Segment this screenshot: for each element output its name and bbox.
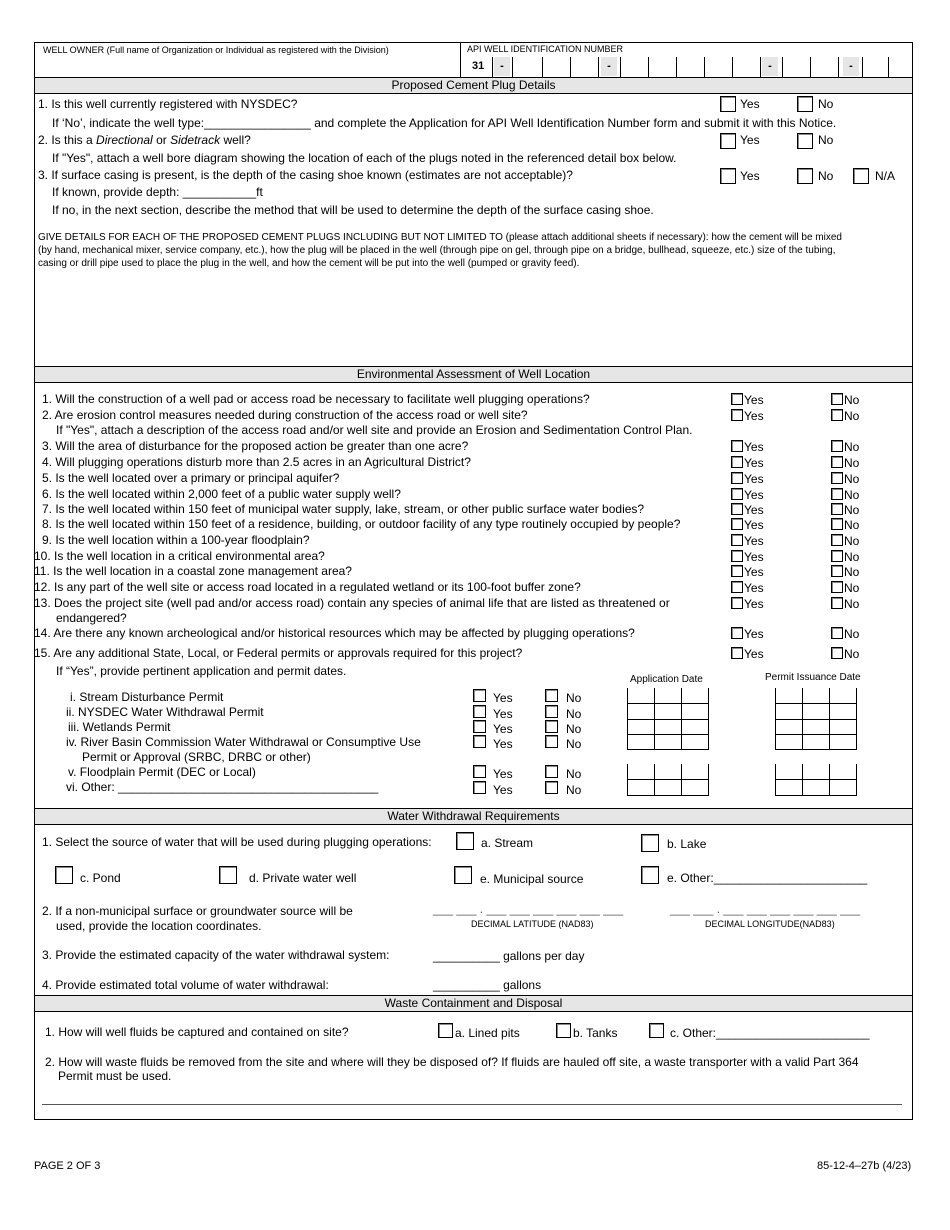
env-yes-checkbox[interactable] xyxy=(731,518,743,530)
env-yes-checkbox[interactable] xyxy=(731,597,743,609)
waste-answer-line[interactable] xyxy=(42,1104,902,1105)
yes-label: Yes xyxy=(740,169,760,183)
env-no-checkbox[interactable] xyxy=(831,581,843,593)
env-no-checkbox[interactable] xyxy=(831,627,843,639)
env-yes-checkbox[interactable] xyxy=(731,550,743,562)
no-label: No xyxy=(566,722,582,736)
api-dash: - xyxy=(762,57,778,76)
no-label: No xyxy=(844,518,860,532)
waste-tanks-checkbox[interactable] xyxy=(556,1023,571,1038)
water-opt-other: e. Other:_______________________ xyxy=(667,871,868,885)
section-env-title: Environmental Assessment of Well Location xyxy=(35,366,912,383)
application-date-input[interactable] xyxy=(627,764,708,780)
env-yes-checkbox[interactable] xyxy=(731,627,743,639)
permit-yes-checkbox[interactable] xyxy=(473,735,486,748)
env-question: 4. Will plugging operations disturb more than 2.5 acres in an Agricultural District? xyxy=(42,455,471,469)
env-yes-checkbox[interactable] xyxy=(731,456,743,468)
yes-label: Yes xyxy=(744,472,764,486)
no-label: No xyxy=(844,627,860,641)
yes-label: Yes xyxy=(744,518,764,532)
cement-q3-sub1: If known, provide depth: ___________ft xyxy=(52,185,263,199)
env-question: 8. Is the well located within 150 feet of a residence, building, or outdoor facility of any type routinely occupied by people? xyxy=(42,517,681,531)
permit-no-checkbox[interactable] xyxy=(545,735,558,748)
env-question: 2. Are erosion control measures needed during construction of the access road or well site? xyxy=(42,408,528,422)
cement-q3-sub2: If no, in the next section, describe the method that will be used to determine the depth of the surface casing shoe. xyxy=(52,203,654,217)
permit-label: vi. Other: _______________________________________ xyxy=(66,780,379,794)
cement-details-line3: casing or drill pipe used to place the plug in the well, and how the cement will be put into the well (pumped or gravity feed). xyxy=(38,258,580,269)
yes-label: Yes xyxy=(744,440,764,454)
water-q3: 3. Provide the estimated capacity of the water withdrawal system: xyxy=(42,948,390,962)
no-label: No xyxy=(844,456,860,470)
yes-label: Yes xyxy=(744,488,764,502)
yes-label: Yes xyxy=(493,783,513,797)
cement-q3-no-checkbox[interactable] xyxy=(797,168,813,184)
application-date-input[interactable] xyxy=(627,704,708,720)
yes-label: Yes xyxy=(493,722,513,736)
env-no-checkbox[interactable] xyxy=(831,456,843,468)
permit-yes-checkbox[interactable] xyxy=(473,781,486,794)
form-number: 85-12-4–27b (4/23) xyxy=(817,1160,912,1172)
water-q4: 4. Provide estimated total volume of water withdrawal: xyxy=(42,978,329,992)
header-divider xyxy=(460,42,461,77)
env-yes-checkbox[interactable] xyxy=(731,565,743,577)
api-dash: - xyxy=(494,57,510,76)
env-no-checkbox[interactable] xyxy=(831,534,843,546)
waste-q2-line2: Permit must be used. xyxy=(58,1069,172,1083)
no-label: No xyxy=(844,393,860,407)
yes-label: Yes xyxy=(744,393,764,407)
yes-label: Yes xyxy=(744,534,764,548)
water-opt-e: e. Municipal source xyxy=(480,872,584,886)
yes-label: Yes xyxy=(744,550,764,564)
permit-date-input[interactable] xyxy=(775,704,856,720)
water-q1: 1. Select the source of water that will be used during plugging operations: xyxy=(42,835,432,849)
env-no-checkbox[interactable] xyxy=(831,440,843,452)
permit-no-checkbox[interactable] xyxy=(545,705,558,718)
env-question: 10. Is the well location in a critical environmental area? xyxy=(34,549,325,563)
permit-yes-checkbox[interactable] xyxy=(473,689,486,702)
yes-label: Yes xyxy=(744,597,764,611)
waste-opt-c: c. Other:_______________________ xyxy=(670,1026,870,1040)
env-q13-cont: endangered? xyxy=(56,611,127,625)
env-no-checkbox[interactable] xyxy=(831,518,843,530)
no-label: No xyxy=(844,534,860,548)
env-yes-checkbox[interactable] xyxy=(731,440,743,452)
waste-opt-b: b. Tanks xyxy=(573,1026,618,1040)
env-q15-sub: If “Yes”, provide pertinent application and permit dates. xyxy=(56,664,347,678)
water-capacity-input[interactable]: __________ gallons per day xyxy=(433,949,585,963)
latitude-label: DECIMAL LATITUDE (NAD83) xyxy=(471,919,594,929)
yes-label: Yes xyxy=(744,503,764,517)
env-question: 13. Does the project site (well pad and/or access road) contain any species of animal life that are listed as threatened or xyxy=(34,596,670,610)
env-no-checkbox[interactable] xyxy=(831,472,843,484)
cement-details-textarea[interactable] xyxy=(38,272,908,362)
yes-label: Yes xyxy=(744,627,764,641)
no-label: No xyxy=(844,647,860,661)
env-question: 15. Are any additional State, Local, or Federal permits or approvals required for this project? xyxy=(34,646,523,660)
water-pond-checkbox[interactable] xyxy=(55,866,73,884)
env-no-checkbox[interactable] xyxy=(831,565,843,577)
no-label: No xyxy=(844,503,860,517)
application-date-input[interactable] xyxy=(627,780,708,796)
longitude-label: DECIMAL LONGITUDE(NAD83) xyxy=(705,919,835,929)
no-label: No xyxy=(844,409,860,423)
env-q2-sub: If "Yes", attach a description of the access road and/or well site and provide an Erosion and Sedimentation Control Plan. xyxy=(56,423,693,437)
permit-date-input[interactable] xyxy=(775,734,856,750)
api-dash: - xyxy=(601,57,617,76)
permit-no-checkbox[interactable] xyxy=(545,720,558,733)
well-owner-input[interactable] xyxy=(42,58,456,76)
waste-q1: 1. How will well fluids be captured and contained on site? xyxy=(45,1025,349,1039)
application-date-input[interactable] xyxy=(627,688,708,704)
no-label: No xyxy=(844,488,860,502)
water-lake-checkbox[interactable] xyxy=(641,834,659,852)
application-date-input[interactable] xyxy=(627,719,708,735)
permit-label: iv. River Basin Commission Water Withdrawal or Consumptive Use xyxy=(66,735,421,749)
cement-q2-yes-checkbox[interactable] xyxy=(720,133,736,149)
env-question: 11. Is the well location in a coastal zone management area? xyxy=(34,564,352,578)
na-label: N/A xyxy=(875,169,896,183)
no-label: No xyxy=(566,767,582,781)
water-other-checkbox[interactable] xyxy=(641,866,659,884)
well-owner-label: WELL OWNER (Full name of Organization or Individual as registered with the Division) xyxy=(43,45,389,55)
water-opt-d: d. Private water well xyxy=(249,871,357,885)
no-label: No xyxy=(818,97,834,111)
permit-date-input[interactable] xyxy=(775,719,856,735)
no-label: No xyxy=(844,440,860,454)
api-dash: - xyxy=(843,57,859,76)
env-yes-checkbox[interactable] xyxy=(731,472,743,484)
permit-yes-checkbox[interactable] xyxy=(473,705,486,718)
waste-q2-line1: 2. How will waste fluids be removed from the site and where will they be disposed of? If fluids are hauled off site, a waste transporter with a valid Part 364 xyxy=(45,1055,859,1069)
env-yes-checkbox[interactable] xyxy=(731,488,743,500)
env-question: 6. Is the well located within 2,000 feet of a public water supply well? xyxy=(42,487,401,501)
page-number: PAGE 2 OF 3 xyxy=(34,1160,101,1172)
env-no-checkbox[interactable] xyxy=(831,597,843,609)
cement-q2-no-checkbox[interactable] xyxy=(797,133,813,149)
env-no-checkbox[interactable] xyxy=(831,409,843,421)
permit-no-checkbox[interactable] xyxy=(545,689,558,702)
permit-label: ii. NYSDEC Water Withdrawal Permit xyxy=(66,705,264,719)
water-municipal-checkbox[interactable] xyxy=(454,866,472,884)
no-label: No xyxy=(566,707,582,721)
cement-q2: 2. Is this a Directional or Sidetrack well? xyxy=(38,133,251,147)
cement-q3-yes-checkbox[interactable] xyxy=(720,168,736,184)
waste-opt-a: a. Lined pits xyxy=(455,1026,520,1040)
env-yes-checkbox[interactable] xyxy=(731,409,743,421)
yes-label: Yes xyxy=(493,707,513,721)
no-label: No xyxy=(844,597,860,611)
water-volume-input[interactable]: __________ gallons xyxy=(433,978,542,992)
env-question: 5. Is the well located over a primary or principal aquifer? xyxy=(42,471,340,485)
env-no-checkbox[interactable] xyxy=(831,393,843,405)
env-question: 14. Are there any known archeological and/or historical resources which may be affected by plugging operations? xyxy=(34,626,635,640)
waste-other-checkbox[interactable] xyxy=(649,1023,664,1038)
permit-label: v. Floodplain Permit (DEC or Local) xyxy=(68,765,256,779)
water-q2-line2: used, provide the location coordinates. xyxy=(56,919,262,933)
cement-q3: 3. If surface casing is present, is the depth of the casing shoe known (estimates are not acceptable)? xyxy=(38,168,573,182)
water-q2-line1: 2. If a non-municipal surface or groundwater source will be xyxy=(42,904,353,918)
yes-label: Yes xyxy=(493,767,513,781)
env-yes-checkbox[interactable] xyxy=(731,393,743,405)
no-label: No xyxy=(818,133,834,147)
permit-date-header: Permit Issuance Date xyxy=(765,672,861,683)
cement-q1-sub: If ‘No’, indicate the well type:________________ and complete the Application for API Well Identification Number form and submit it with this Notice. xyxy=(52,116,837,130)
env-question: 7. Is the well located within 150 feet of municipal water supply, lake, stream, or other public surface water bodies? xyxy=(42,502,645,516)
water-opt-a: a. Stream xyxy=(481,836,534,850)
no-label: No xyxy=(844,581,860,595)
yes-label: Yes xyxy=(740,133,760,147)
env-question: 1. Will the construction of a well pad or access road be necessary to facilitate well plugging operations? xyxy=(42,392,590,406)
permit-yes-checkbox[interactable] xyxy=(473,765,486,778)
section-cement-title: Proposed Cement Plug Details xyxy=(35,77,912,94)
latitude-input[interactable]: ___ ___ . ___ ___ ___ ___ ___ ___ xyxy=(433,902,624,916)
no-label: No xyxy=(844,565,860,579)
no-label: No xyxy=(844,550,860,564)
env-question: 3. Will the area of disturbance for the proposed action be greater than one acre? xyxy=(42,439,469,453)
water-opt-b: b. Lake xyxy=(667,837,707,851)
env-yes-checkbox[interactable] xyxy=(731,581,743,593)
env-question: 9. Is the well location within a 100-year floodplain? xyxy=(42,533,310,547)
permit-label: iii. Wetlands Permit xyxy=(68,720,171,734)
yes-label: Yes xyxy=(493,737,513,751)
permit-iv-cont: Permit or Approval (SRBC, DRBC or other) xyxy=(82,750,311,764)
env-no-checkbox[interactable] xyxy=(831,647,843,659)
application-date-header: Application Date xyxy=(630,674,703,685)
env-no-checkbox[interactable] xyxy=(831,550,843,562)
yes-label: Yes xyxy=(744,409,764,423)
no-label: No xyxy=(844,472,860,486)
env-no-checkbox[interactable] xyxy=(831,488,843,500)
no-label: No xyxy=(566,691,582,705)
longitude-input[interactable]: ___ ___ . ___ ___ ___ ___ ___ ___ xyxy=(670,902,861,916)
api-label: API WELL IDENTIFICATION NUMBER xyxy=(467,44,624,54)
permit-date-input[interactable] xyxy=(775,688,856,704)
section-waste-title: Waste Containment and Disposal xyxy=(35,995,912,1012)
yes-label: Yes xyxy=(744,565,764,579)
permit-label: i. Stream Disturbance Permit xyxy=(70,690,224,704)
section-water-title: Water Withdrawal Requirements xyxy=(35,808,912,825)
api-prefix: 31 xyxy=(472,60,485,72)
env-yes-checkbox[interactable] xyxy=(731,503,743,515)
env-yes-checkbox[interactable] xyxy=(731,534,743,546)
yes-label: Yes xyxy=(744,581,764,595)
yes-label: Yes xyxy=(744,456,764,470)
no-label: No xyxy=(818,169,834,183)
cement-q1-no-checkbox[interactable] xyxy=(797,96,813,112)
env-no-checkbox[interactable] xyxy=(831,503,843,515)
no-label: No xyxy=(566,783,582,797)
cement-q1: 1. Is this well currently registered with NYSDEC? xyxy=(38,97,298,111)
yes-label: Yes xyxy=(493,691,513,705)
permit-no-checkbox[interactable] xyxy=(545,781,558,794)
water-stream-checkbox[interactable] xyxy=(456,832,474,850)
water-opt-c: c. Pond xyxy=(80,871,121,885)
no-label: No xyxy=(566,737,582,751)
application-date-input[interactable] xyxy=(627,734,708,750)
yes-label: Yes xyxy=(744,647,764,661)
permit-date-input[interactable] xyxy=(775,780,856,796)
cement-q1-yes-checkbox[interactable] xyxy=(720,96,736,112)
cement-details-line2: (by hand, mechanical mixer, service company, etc.), how the plug will be placed in the well (through pipe on gel, through pipe on a bridge, bullhead, squeeze, etc.) size of the tubing, xyxy=(38,245,836,256)
yes-label: Yes xyxy=(740,97,760,111)
waste-lined-pits-checkbox[interactable] xyxy=(438,1023,453,1038)
env-question: 12. Is any part of the well site or access road located in a regulated wetland or its 100-foot buffer zone? xyxy=(34,580,581,594)
water-private-well-checkbox[interactable] xyxy=(219,866,237,884)
env-yes-checkbox[interactable] xyxy=(731,647,743,659)
cement-q2-sub: If "Yes", attach a well bore diagram showing the location of each of the plugs noted in the referenced detail box below. xyxy=(52,151,677,165)
permit-no-checkbox[interactable] xyxy=(545,765,558,778)
permit-yes-checkbox[interactable] xyxy=(473,720,486,733)
permit-date-input[interactable] xyxy=(775,764,856,780)
cement-details-line1: GIVE DETAILS FOR EACH OF THE PROPOSED CEMENT PLUGS INCLUDING BUT NOT LIMITED TO (please attach additional sheets if necessary): how the cement will be mixed xyxy=(38,232,842,243)
cement-q3-na-checkbox[interactable] xyxy=(853,168,869,184)
